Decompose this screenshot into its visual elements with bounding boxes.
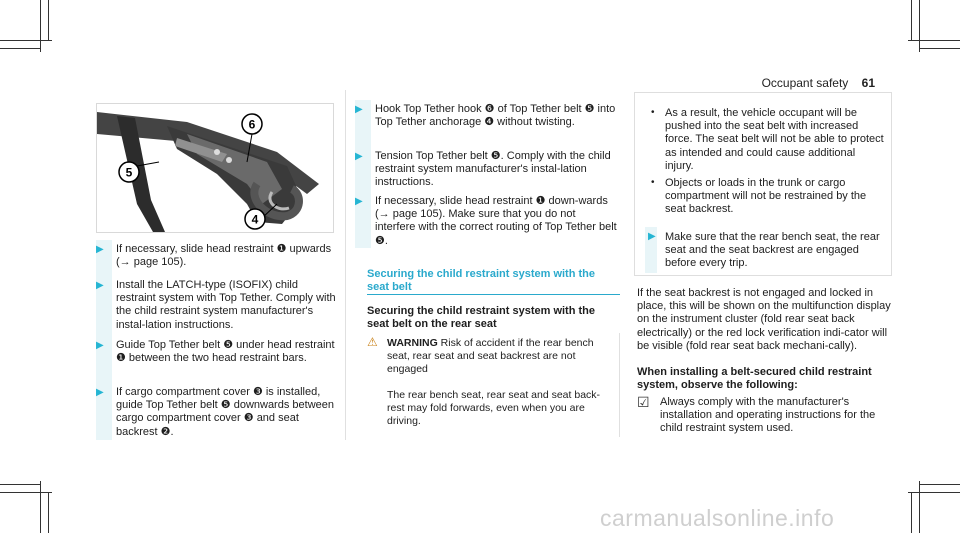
arrow-icon: ▶ <box>355 104 363 115</box>
warning-box <box>355 333 619 437</box>
arrow-icon: ▶ <box>96 280 104 291</box>
right-check-text: Always comply with the manufacturer's installation and operating instructions for the child restraint system used. <box>660 396 876 435</box>
warning-divider <box>619 333 620 437</box>
page-number: 61 <box>861 76 875 90</box>
note-box <box>634 92 892 276</box>
step-text: Hook Top Tether hook ❻ of Top Tether belt ❺ into Top Tether anchorage ❹ without twisting. <box>375 103 616 129</box>
right-bold-heading: When installing a belt-secured child restraint system, observe the following: <box>637 366 872 392</box>
arrow-icon: ▶ <box>648 231 656 242</box>
checkbox-icon: ☑ <box>637 394 650 410</box>
crop-mark <box>919 481 920 533</box>
middle-column <box>355 103 617 251</box>
top-tether-illustration <box>97 104 333 232</box>
step-item <box>355 103 617 150</box>
step-text: Install the LATCH-type (ISOFIX) child restraint system with Top Tether. Comply with the child restraint system manufacturer's instal-lation instructions. <box>116 279 336 331</box>
step-text: If cargo compartment cover ❸ is installed, guide Top Tether belt ❺ downwards between cargo compartment cover ❸ and seat backrest ❷. <box>116 386 334 438</box>
crop-mark <box>0 484 40 485</box>
step-item <box>96 339 336 386</box>
bullet-icon: • <box>651 177 655 188</box>
crop-mark <box>48 0 49 40</box>
bullet-icon: • <box>651 107 655 118</box>
step-item <box>96 243 336 279</box>
illustration <box>96 103 334 233</box>
note-step-text: Make sure that the rear bench seat, the rear seat and the seat backrest are engaged before every trip. <box>665 231 880 270</box>
crop-mark <box>0 492 52 493</box>
crop-mark <box>908 492 960 493</box>
section-heading: Securing the child restraint system with the seat belt <box>367 268 595 293</box>
arrow-icon: ▶ <box>355 196 363 207</box>
sub-heading: Securing the child restraint system with the seat belt on the rear seat <box>367 305 595 330</box>
section-title: Occupant safety <box>761 76 849 90</box>
crop-mark <box>920 48 960 49</box>
arrow-icon: ▶ <box>96 340 104 351</box>
left-column <box>96 243 336 446</box>
warning-lead <box>387 337 615 376</box>
crop-mark <box>40 0 41 52</box>
warning-icon: ⚠ <box>367 335 378 349</box>
section-rule <box>367 294 620 295</box>
step-item <box>355 150 617 195</box>
crop-mark <box>920 484 960 485</box>
crop-mark <box>911 0 912 40</box>
column-divider <box>345 90 346 440</box>
crop-mark <box>0 40 52 41</box>
arrow-icon: ▶ <box>96 244 104 255</box>
note-bullet-text: Objects or loads in the trunk or cargo compartment will not be restrained by the seat backrest. <box>665 177 867 216</box>
callout-6-label: 6 <box>248 117 256 132</box>
crop-mark <box>40 481 41 533</box>
step-item <box>96 279 336 339</box>
callout-5-label: 5 <box>125 165 133 180</box>
step-item <box>96 386 336 446</box>
crop-mark <box>919 0 920 52</box>
arrow-icon: ▶ <box>96 387 104 398</box>
crop-mark <box>0 48 40 49</box>
step-text: Tension Top Tether belt ❺. Comply with the child restraint system manufacturer's instal-lation instructions. <box>375 150 611 189</box>
step-item <box>355 195 617 251</box>
crop-mark <box>908 40 960 41</box>
step-text: If necessary, slide head restraint ❶ down-wards (→ page 105). Make sure that you do not interfere with the correct routing of Top Tether belt ❺. <box>375 195 617 247</box>
arrow-icon: ▶ <box>355 151 363 162</box>
page-header <box>762 76 875 90</box>
note-bullet-text: As a result, the vehicle occupant will be pushed into the seat belt with increased force. The seat belt will not be able to protect as intended and could cause additional injury. <box>665 107 884 172</box>
warning-body: The rear bench seat, rear seat and seat back-rest may fold forwards, even when you are driving. <box>387 389 601 427</box>
warning-lead-text: Risk of accident if the rear bench seat, rear seat and seat backrest are not engaged <box>387 337 594 375</box>
step-text: If necessary, slide head restraint ❶ upwards (→ page 105). <box>116 243 332 269</box>
right-paragraph: If the seat backrest is not engaged and locked in place, this will be shown on the multifunction display on the instrument cluster (fold rear seat back electrically) or the red lock verification indi-cator will be visible (fold rear seat back mechani-cally). <box>637 287 891 352</box>
step-text: Guide Top Tether belt ❺ under head restraint ❶ between the two head restraint bars. <box>116 339 335 365</box>
crop-mark <box>911 493 912 533</box>
crop-mark <box>48 493 49 533</box>
warning-label: WARNING <box>387 337 438 349</box>
watermark: carmanualsonline.info <box>600 505 835 531</box>
callout-4-label: 4 <box>251 212 259 227</box>
